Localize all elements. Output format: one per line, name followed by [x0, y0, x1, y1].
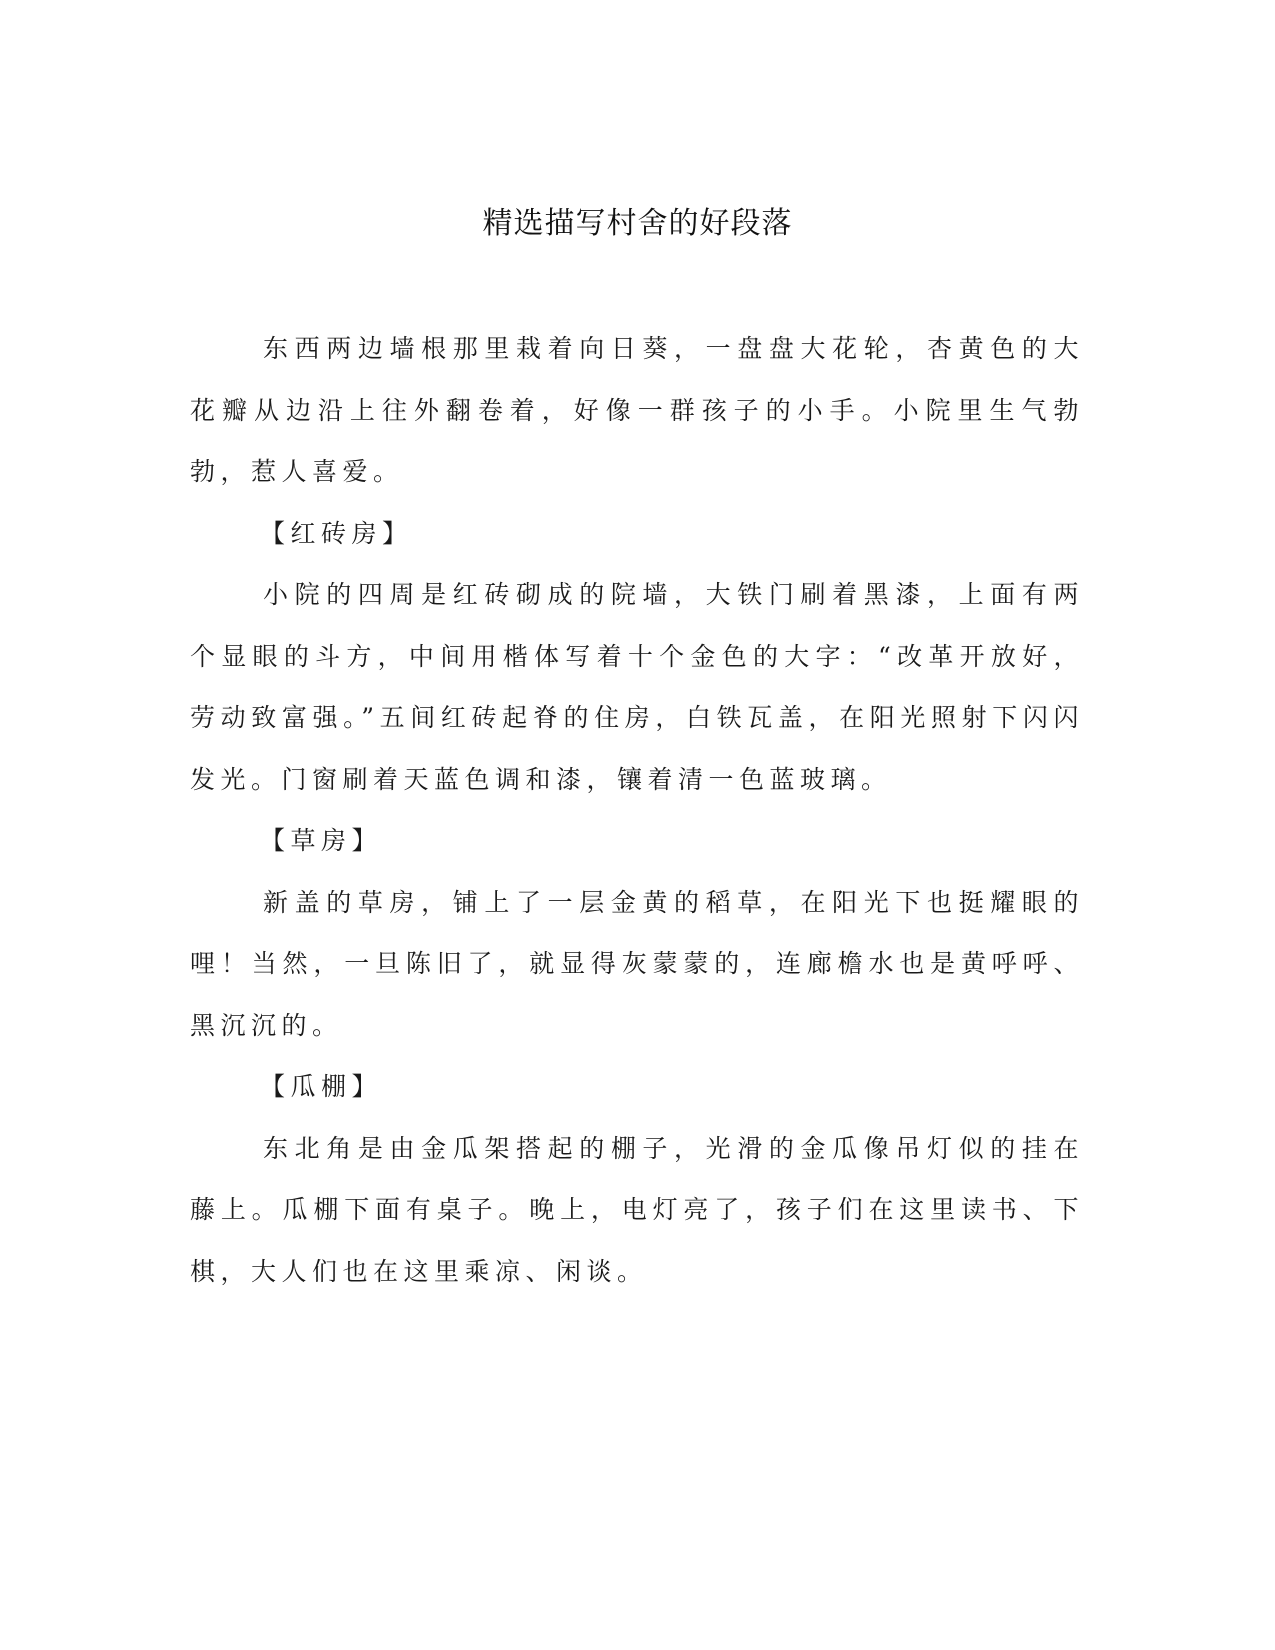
section-heading-thatched-house: 【草房】 [260, 826, 383, 855]
paragraph-thatched-house: 新盖的草房，铺上了一层金黄的稻草，在阳光下也挺耀眼的哩！当然，一旦陈旧了，就显得灰蒙蒙的，连廊檐水也是黄呼呼、黑沉沉的。 [190, 887, 1084, 1040]
section-heading-melon-shed: 【瓜棚】 [260, 1072, 383, 1101]
paragraph-melon-shed: 东北角是由金瓜架搭起的棚子，光滑的金瓜像吊灯似的挂在藤上。瓜棚下面有桌子。晚上，电灯亮了，孩子们在这里读书、下棋，大人们也在这里乘凉、闲谈。 [190, 1133, 1084, 1286]
paragraph-sunflowers: 东西两边墙根那里栽着向日葵，一盘盘大花轮，杏黄色的大花瓣从边沿上往外翻卷着，好像一群孩子的小手。小院里生气勃勃，惹人喜爱。 [190, 334, 1084, 486]
page-title: 精选描写村舍的好段落 [482, 206, 793, 241]
paragraph-red-brick-house: 小院的四周是红砖砌成的院墙，大铁门刷着黑漆，上面有两个显眼的斗方，中间用楷体写着十个金色的大字：“改革开放好，劳动致富强。”五间红砖起脊的住房，白铁瓦盖，在阳光照射下闪闪发光。门窗刷着天蓝色调和漆，镶着清一色蓝玻璃。 [190, 580, 1084, 794]
document-body [190, 318, 1084, 1302]
section-heading-red-brick-house: 【红砖房】 [260, 518, 413, 548]
